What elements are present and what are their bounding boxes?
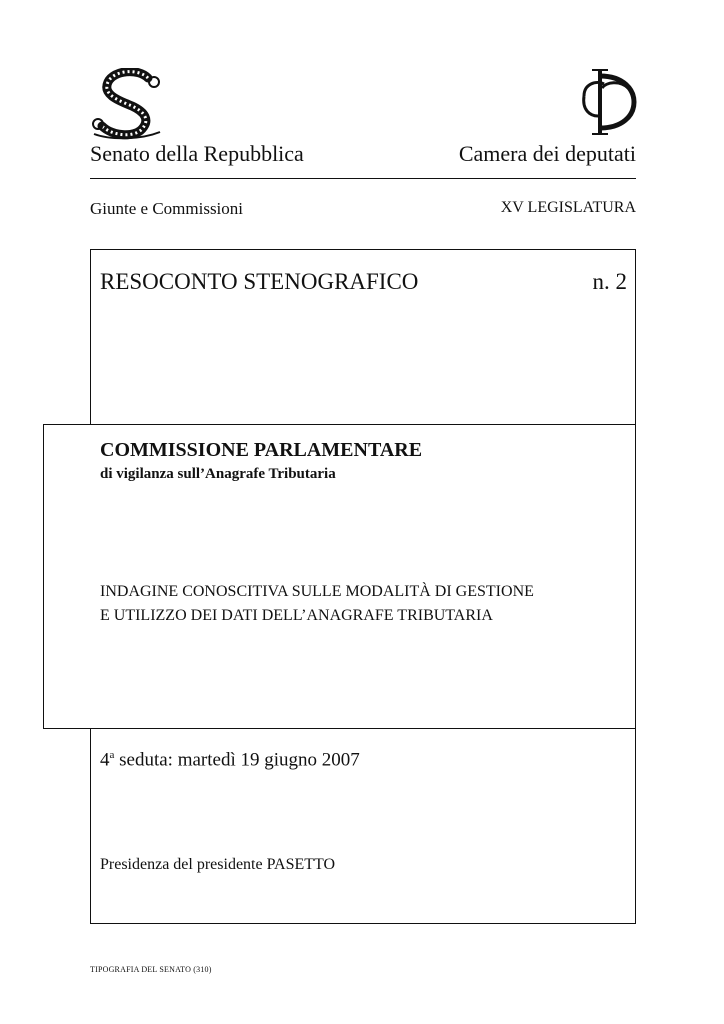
report-title: RESOCONTO STENOGRAFICO: [100, 269, 419, 294]
giunte-label: Giunte e Commissioni: [90, 199, 243, 218]
presidency-line: Presidenza del presidente PASETTO: [100, 856, 336, 873]
commission-name: COMMISSIONE PARLAMENTARE: [100, 439, 423, 461]
camera-title: Camera dei deputati: [458, 141, 636, 166]
printer-footer: TIPOGRAFIA DEL SENATO (310): [90, 965, 212, 974]
session-ordinal: 4: [100, 749, 110, 771]
inquiry-line-1: INDAGINE CONOSCITIVA SULLE MODALITÀ DI GESTIONE: [100, 583, 534, 600]
commission-subtitle: di vigilanza sull’Anagrafe Tributaria: [100, 466, 336, 482]
report-number: n. 2: [592, 269, 627, 294]
header-divider: [90, 178, 636, 179]
session-ordinal-suffix: a: [109, 749, 115, 761]
session-date: [100, 749, 360, 771]
inquiry-title: [100, 580, 534, 628]
camera-logo: [576, 66, 638, 138]
session-text: seduta: martedì 19 giugno 2007: [114, 749, 360, 771]
senato-logo: [90, 68, 165, 140]
senato-title: Senato della Repubblica: [90, 141, 304, 166]
inquiry-line-2: E UTILIZZO DEI DATI DELL’ANAGRAFE TRIBUTARIA: [100, 607, 493, 624]
legislatura-label: XV LEGISLATURA: [500, 199, 636, 216]
